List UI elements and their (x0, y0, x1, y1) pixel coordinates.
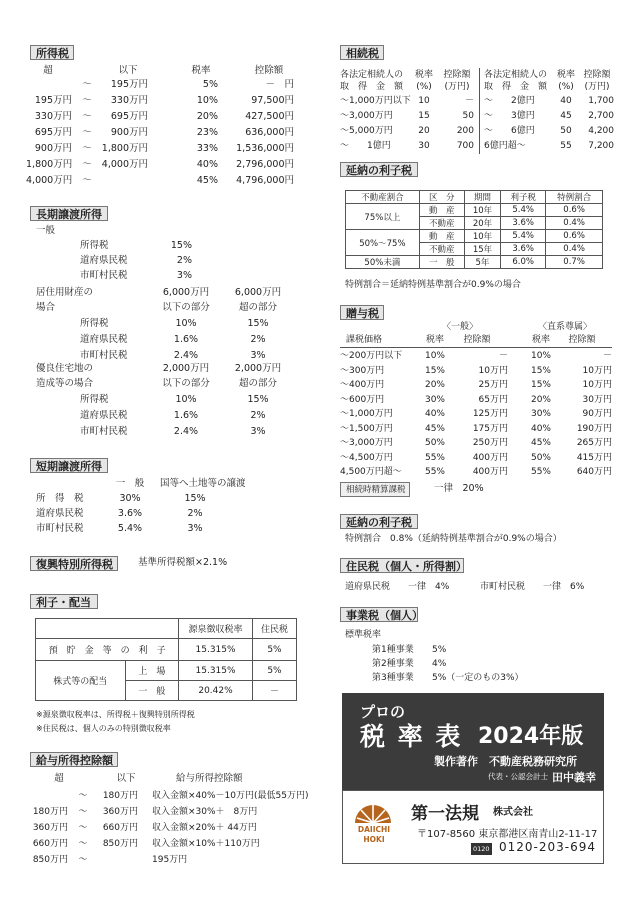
zoyo-cell: 45% (530, 438, 551, 448)
rishi-row-yochokin-label: 預 貯 金 等 の 利 子 (36, 639, 179, 661)
choki-yuryo-label-1: 優良住宅地の (36, 363, 94, 374)
sozoku-left-rate-1: 税率 (414, 70, 433, 80)
sozoku-left-ded: 700 (456, 141, 474, 151)
zoyo-cell: 25万円 (478, 380, 508, 390)
choki-yuryo-row-b: 15% (247, 394, 269, 405)
zoyo-cell: 20% (424, 380, 445, 390)
sozoku-left-ded: 50 (462, 111, 474, 121)
ennou-cell: 0.4% (546, 243, 603, 256)
kyuyo-cell: ～ (78, 807, 88, 817)
kyuyo-cell: 360万円 (32, 823, 68, 833)
tanki-row-kuni: 3% (187, 523, 203, 534)
zoyo-cell: ～1,500万円 (340, 423, 393, 434)
kyuyo-cell: 収入金額×20%＋ 44万円 (152, 823, 257, 833)
banner-pro: プロの (360, 703, 406, 721)
shotoku-cell: 900万円 (34, 143, 72, 154)
ennou2-text: 特例割合 0.8%（延納特例基準割合が0.9%の場合） (345, 534, 562, 544)
sozoku-right-amount: ～ 3億円 (484, 111, 535, 121)
shotoku-cell: 330万円 (110, 95, 148, 106)
sozoku-divider (479, 68, 480, 154)
zoyo-cell: 30万円 (582, 394, 612, 405)
zoyo-cell: 640万円 (576, 467, 612, 477)
publisher-logo-text-2: HOKI (363, 835, 385, 844)
jigyo-label: 標準税率 (345, 630, 382, 640)
publisher-logo-icon (353, 797, 393, 823)
rishi-note-1: ※源泉徴収税率は、所得税＋復興特別所得税 (36, 710, 195, 719)
zoyo-cell: 40% (424, 409, 445, 419)
section-title-kyuyo: 給与所得控除額 (30, 752, 118, 767)
zoyo-cell: 415万円 (576, 452, 612, 463)
zoyo-cell: 10万円 (582, 380, 612, 390)
sozoku-right-ded-2: (万円) (584, 82, 610, 92)
tanki-row-ippan: 3.6% (117, 508, 143, 519)
ennou-group-50-75: 50%～75% (346, 230, 420, 256)
sozoku-left-rate-2: (%) (416, 82, 432, 92)
ennou-header-rishizei: 利子税 (501, 191, 546, 204)
zoyo-cell: ～1,000万円 (340, 409, 393, 419)
shotoku-cell: 10% (196, 95, 218, 106)
tanki-header-kuni: 国等へ土地等の譲渡 (160, 478, 246, 489)
rishi-row-yochokin-rate: 15.315% (179, 639, 253, 661)
shotoku-cell: ～ (82, 127, 92, 138)
ennou-cell: 3.6% (501, 217, 546, 230)
tanki-row-kuni: 2% (187, 508, 203, 519)
zoyo-cell: 265万円 (576, 438, 612, 448)
kyuyo-cell: 660万円 (32, 839, 68, 849)
zoyo-cell: 400万円 (472, 467, 508, 477)
sozoku-right-ded: 2,700 (588, 111, 614, 121)
zoyo-group-ippan: 〈一般〉 (441, 322, 478, 332)
publisher-box (342, 790, 604, 864)
publisher-suffix: 株式会社 (493, 807, 533, 818)
tanki-row-kuni: 15% (184, 493, 206, 504)
tanki-row-ippan: 30% (119, 493, 141, 504)
ennou-cell: 一 般 (419, 256, 464, 269)
sozoku-right-rate: 55 (560, 141, 572, 151)
choki-yuryo-h1a: 2,000万円 (162, 363, 210, 374)
choki-yuryo-row-b: 2% (250, 410, 266, 421)
kyuyo-cell: 850万円 (102, 839, 138, 849)
zoyo-group-chokkei: 〈直系尊属〉 (537, 322, 592, 332)
zoyo-cell: ～200万円以下 (340, 351, 403, 361)
jigyo-rate: 4% (432, 659, 447, 669)
choki-kyoju-row-b: 2% (250, 334, 266, 345)
section-title-zoyo: 贈与税 (340, 305, 384, 320)
shotoku-cell: 1,800万円 (26, 159, 73, 170)
kyuyo-cell: 180万円 (102, 791, 138, 801)
sozoku-left-amount: ～3,000万円 (340, 111, 393, 121)
choki-kyoju-h1b: 6,000万円 (234, 287, 282, 298)
zoyo-cell: 50% (530, 452, 551, 463)
tanki-row-label: 市町村民税 (36, 523, 84, 534)
choki-kyoju-row-b: 15% (247, 318, 269, 329)
rishi-note-2: ※住民税は、個人のみの特別徴収税率 (36, 724, 171, 733)
zoyo-cell: 50% (424, 438, 445, 448)
zoyo-cell: 10% (530, 351, 551, 361)
kyuyo-cell: 収入金額×30%＋ 8万円 (152, 807, 258, 817)
choki-kyoju-h2b: 超の部分 (238, 302, 277, 313)
col-header-under: 以下 (118, 65, 138, 76)
zoyo-cell: ～3,000万円 (340, 438, 393, 448)
zoyo-cell: 45% (424, 423, 445, 434)
rishi-row-kabushiki-label: 株式等の配当 (36, 661, 126, 701)
sozoku-left-ded: － (464, 96, 474, 106)
zoyo-cell: － (498, 351, 508, 361)
ennou-cell: 5.4% (501, 230, 546, 243)
banner-main-title: 税 率 表 (360, 722, 463, 751)
kyuyo-cell: 360万円 (102, 807, 138, 817)
kyuyo-cell: ～ (78, 791, 88, 801)
rishi-header-gensen: 源泉徴収税率 (179, 619, 253, 639)
ennou-header-kubun: 区 分 (419, 191, 464, 204)
zoyo-header-rule (340, 347, 612, 348)
choki-yuryo-label-2: 造成等の場合 (36, 378, 94, 389)
choki-kyoju-row-a: 1.6% (173, 334, 199, 345)
choki-kyoju-label-2: 場合 (36, 302, 56, 313)
section-title-jigyo: 事業税（個人） (340, 607, 418, 622)
sozoku-left-ded: 200 (456, 126, 474, 136)
ennou-cell: 動 産 (419, 230, 464, 243)
ennou-header-tokurei: 特例割合 (546, 191, 603, 204)
kyuyo-cell: ～ (78, 855, 88, 865)
sozoku-left-rate: 30 (418, 141, 430, 151)
ennou-cell: 15年 (464, 243, 500, 256)
shotoku-cell: 40% (196, 159, 218, 170)
shotoku-cell: 1,800万円 (101, 143, 148, 154)
col-header-over: 超 (43, 65, 53, 76)
zoyo-cell: 190万円 (576, 423, 612, 434)
kyuyo-cell: ～ (78, 839, 88, 849)
tanki-header-ippan: 一 般 (115, 478, 145, 489)
jigyo-type: 第1種事業 (372, 645, 414, 655)
ennou-cell: 5.4% (501, 204, 546, 217)
zoyo-cell: 20% (530, 394, 551, 405)
section-title-ennou-1: 延納の利子税 (340, 162, 418, 177)
jigyo-type: 第2種事業 (372, 659, 414, 669)
section-title-rishi: 利子・配当 (30, 594, 98, 609)
choki-kyoju-row-b: 3% (250, 350, 266, 361)
sozoku-right-amount: 6億円超～ (484, 141, 526, 151)
shotoku-cell: 2,796,000円 (236, 159, 294, 170)
choki-yuryo-row-a: 2.4% (173, 426, 199, 437)
zoyo-cell: 40% (530, 423, 551, 434)
rishi-sub-jojo-jumin: 5% (252, 661, 296, 681)
zoyo-cell: 175万円 (472, 423, 508, 434)
choki-kyoju-h1a: 6,000万円 (162, 287, 210, 298)
section-title-jumin: 住民税（個人・所得割） (340, 558, 464, 573)
choki-line-label: 所得税 (80, 240, 109, 251)
section-title-shotoku: 所得税 (30, 45, 74, 60)
kyuyo-cell: 850万円 (32, 855, 68, 865)
sozoku-right-ded: 7,200 (588, 141, 614, 151)
kyuyo-header-over: 超 (54, 773, 64, 784)
ennou-cell: 6.0% (501, 256, 546, 269)
kyuyo-cell: 180万円 (32, 807, 68, 817)
zoyo-cell: 15% (530, 380, 551, 390)
ennou-group-under50: 50%未満 (346, 256, 420, 269)
choki-yuryo-h2a: 以下の部分 (162, 378, 210, 389)
zoyo-cell: ～400万円 (340, 380, 385, 390)
zoyo-header: 税率 (425, 335, 444, 345)
zoyo-cell: 400万円 (472, 452, 508, 463)
shotoku-cell: 427,500円 (245, 111, 294, 122)
shotoku-cell: 20% (196, 111, 218, 122)
shotoku-cell: ～ (82, 111, 92, 122)
shotoku-cell: 636,000円 (245, 127, 294, 138)
choki-yuryo-row-a: 1.6% (173, 410, 199, 421)
sozoku-left-rate: 15 (418, 111, 430, 121)
zoyo-header: 控除額 (568, 335, 596, 345)
zoyo-header: 控除額 (463, 335, 491, 345)
sozoku-left-header-2: 取 得 金 額 (340, 82, 404, 92)
ennou-cell: 不動産 (419, 217, 464, 230)
section-title-choki: 長期譲渡所得 (30, 206, 108, 221)
zoyo-cell: ～600万円 (340, 394, 385, 405)
section-title-fukko: 復興特別所得税 (30, 556, 118, 571)
zoyo-cell: 4,500万円超～ (340, 467, 402, 477)
sozoku-left-rate: 20 (418, 126, 430, 136)
jumin-dofuken: 道府県民税 一律 4% (345, 582, 450, 592)
choki-line-value: 2% (176, 255, 192, 266)
section-title-ennou-2: 延納の利子税 (340, 514, 418, 529)
ennou-note: 特例割合＝延納特例基準割合が0.9%の場合 (345, 280, 521, 290)
zoyo-cell: 90万円 (582, 409, 612, 419)
choki-yuryo-row-label: 道府県民税 (80, 410, 128, 421)
shotoku-cell: － 円 (265, 79, 294, 90)
shotoku-cell: 33% (196, 143, 218, 154)
fukko-text: 基準所得税額×2.1% (138, 557, 228, 568)
sozoku-right-header-2: 取 得 金 額 (484, 82, 548, 92)
tanki-row-ippan: 5.4% (117, 523, 143, 534)
kyuyo-header-under: 以下 (116, 773, 136, 784)
zoyo-cell: 15% (530, 365, 551, 376)
kyuyo-cell: ～ (78, 823, 88, 833)
section-title-sozoku: 相続税 (340, 45, 384, 60)
zoyo-cell: 55% (530, 467, 551, 477)
sozoku-left-rate: 10 (418, 96, 430, 106)
ennou-cell: 0.4% (546, 217, 603, 230)
publisher-logo-text-1: DAIICHI (357, 825, 391, 834)
choki-yuryo-row-a: 10% (175, 394, 197, 405)
rishi-sub-ippan: 一 般 (125, 681, 179, 701)
shotoku-cell: ～ (82, 159, 92, 170)
choki-kyoju-row-label: 所得税 (80, 318, 109, 329)
shotoku-cell: 4,796,000円 (236, 175, 294, 186)
zoyo-cell: 10万円 (478, 365, 508, 376)
shotoku-cell: 45% (196, 175, 218, 186)
phone-badge-icon: 0120 (473, 845, 490, 853)
shotoku-cell: 195万円 (34, 95, 72, 106)
ennou-cell: 0.7% (546, 256, 603, 269)
sozoku-left-amount: ～ 1億円 (340, 141, 391, 151)
kyuyo-header-deduction: 給与所得控除額 (176, 773, 243, 784)
kyuyo-cell: 660万円 (102, 823, 138, 833)
sozoku-right-rate: 45 (560, 111, 572, 121)
banner-author: 製作著作 不動産税務研究所 (434, 755, 577, 768)
choki-kyoju-row-label: 道府県民税 (80, 334, 128, 345)
sozoku-left-ded-1: 控除額 (443, 70, 471, 80)
ennou-cell: 動 産 (419, 204, 464, 217)
sozoku-right-rate-2: (%) (558, 82, 574, 92)
ennou-header-kikan: 期間 (464, 191, 500, 204)
shotoku-cell: ～ (82, 79, 92, 90)
shotoku-cell: 195万円 (110, 79, 148, 90)
zoyo-cell: 250万円 (472, 438, 508, 448)
sozoku-right-amount: ～ 6億円 (484, 126, 535, 136)
choki-line-label: 市町村民税 (80, 270, 128, 281)
tanki-row-label: 道府県民税 (36, 508, 84, 519)
sozoku-right-ded: 1,700 (588, 96, 614, 106)
rishi-sub-jojo: 上 場 (125, 661, 179, 681)
shotoku-cell: 97,500円 (251, 95, 294, 106)
zoyo-cell: － (602, 351, 612, 361)
publisher-phone: 0120-203-694 (499, 840, 597, 854)
sozoku-right-ded: 4,200 (588, 126, 614, 136)
banner-rep-label: 代表・公認会計士 (488, 772, 548, 781)
jigyo-rate: 5%（一定のもの3%） (432, 673, 524, 683)
section-title-tanki: 短期譲渡所得 (30, 458, 108, 473)
shotoku-cell: 4,000万円 (101, 159, 148, 170)
shotoku-cell: 23% (196, 127, 218, 138)
choki-yuryo-h1b: 2,000万円 (234, 363, 282, 374)
choki-yuryo-row-b: 3% (250, 426, 266, 437)
choki-kyoju-row-label: 市町村民税 (80, 350, 128, 361)
shotoku-cell: ～ (82, 95, 92, 106)
kyuyo-cell: 収入金額×40%－10万円(最低55万円) (152, 791, 309, 801)
ennou-group-75: 75%以上 (346, 204, 420, 230)
choki-ippan-label: 一般 (36, 225, 56, 236)
sozoku-left-ded-2: (万円) (444, 82, 470, 92)
rishi-table (35, 618, 297, 701)
ennou-cell: 10年 (464, 204, 500, 217)
choki-line-value: 3% (176, 270, 192, 281)
zoyo-cell: 15% (424, 365, 445, 376)
shotoku-cell: ～ (82, 175, 92, 186)
choki-yuryo-row-label: 所得税 (80, 394, 109, 405)
choki-kyoju-h2a: 以下の部分 (162, 302, 210, 313)
sozoku-right-rate: 40 (560, 96, 572, 106)
sozoku-right-ded-1: 控除額 (583, 70, 611, 80)
zoyo-header: 税率 (531, 335, 550, 345)
zoyo-cell: 30% (424, 394, 445, 405)
rishi-header-jumin: 住民税 (252, 619, 296, 639)
choki-yuryo-row-label: 市町村民税 (80, 426, 128, 437)
jigyo-rate: 5% (432, 645, 447, 655)
rishi-sub-ippan-jumin: － (252, 681, 296, 701)
shotoku-cell: 4,000万円 (26, 175, 73, 186)
rishi-sub-ippan-rate: 20.42% (179, 681, 253, 701)
sozoku-left-header-1: 各法定相続人の (340, 70, 404, 80)
zoyo-cell: 30% (530, 409, 551, 419)
shotoku-cell: 5% (202, 79, 218, 90)
shotoku-cell: ～ (82, 143, 92, 154)
kyuyo-cell: 195万円 (152, 855, 188, 865)
shotoku-cell: 695万円 (34, 127, 72, 138)
choki-yuryo-h2b: 超の部分 (238, 378, 277, 389)
sozoku-left-amount: ～1,000万円以下 (340, 96, 411, 106)
rishi-row-yochokin-jumin: 5% (252, 639, 296, 661)
sozoku-right-header-1: 各法定相続人の (484, 70, 548, 80)
zoyo-cell: 125万円 (472, 409, 508, 419)
ennou-cell: 20年 (464, 217, 500, 230)
title-banner (342, 693, 604, 790)
banner-rep-name: 田中義幸 (552, 771, 596, 784)
publisher-name: 第一法規 (411, 804, 479, 824)
sozoku-left-amount: ～5,000万円 (340, 126, 393, 136)
col-header-rate: 税率 (191, 65, 211, 76)
ennou-cell: 不動産 (419, 243, 464, 256)
choki-kyoju-row-a: 2.4% (173, 350, 199, 361)
jigyo-type: 第3種事業 (372, 673, 414, 683)
kyuyo-cell: 収入金額×10%＋110万円 (152, 839, 260, 849)
zoyo-cell: 65万円 (478, 394, 508, 405)
zoyo-cell: 10% (424, 351, 445, 361)
zoyo-header: 課税価格 (346, 335, 383, 345)
ennou-cell: 0.6% (546, 204, 603, 217)
sozoku-right-amount: ～ 2億円 (484, 96, 535, 106)
ennou-cell: 10年 (464, 230, 500, 243)
ennou-cell: 3.6% (501, 243, 546, 256)
zoyo-seisan-label: 相続時精算課税 (340, 482, 410, 497)
choki-line-value: 15% (170, 240, 192, 251)
ennou-header-ratio: 不動産割合 (346, 191, 420, 204)
zoyo-cell: 55% (424, 467, 445, 477)
zoyo-cell: 55% (424, 452, 445, 463)
jumin-shichoson: 市町村民税 一律 6% (480, 582, 585, 592)
rishi-sub-jojo-rate: 15.315% (179, 661, 253, 681)
ennou-table (345, 190, 603, 269)
publisher-address: 〒107-8560 東京都港区南青山2-11-17 (417, 829, 598, 840)
col-header-deduction: 控除額 (254, 65, 284, 76)
banner-year: 2024年版 (478, 724, 584, 749)
shotoku-cell: 1,536,000円 (236, 143, 294, 154)
tanki-row-label: 所 得 税 (36, 493, 84, 504)
sozoku-right-rate: 50 (560, 126, 572, 136)
choki-kyoju-label-1: 居住用財産の (36, 287, 94, 298)
zoyo-seisan-value: 一律 20% (434, 483, 484, 494)
shotoku-cell: 695万円 (110, 111, 148, 122)
zoyo-cell: 10万円 (582, 365, 612, 376)
ennou-cell: 0.6% (546, 230, 603, 243)
choki-line-label: 道府県民税 (80, 255, 128, 266)
zoyo-cell: ～4,500万円 (340, 452, 393, 463)
ennou-cell: 5年 (464, 256, 500, 269)
shotoku-cell: 900万円 (110, 127, 148, 138)
choki-kyoju-row-a: 10% (175, 318, 197, 329)
zoyo-cell: ～300万円 (340, 365, 385, 376)
sozoku-right-rate-1: 税率 (556, 70, 575, 80)
shotoku-cell: 330万円 (34, 111, 72, 122)
